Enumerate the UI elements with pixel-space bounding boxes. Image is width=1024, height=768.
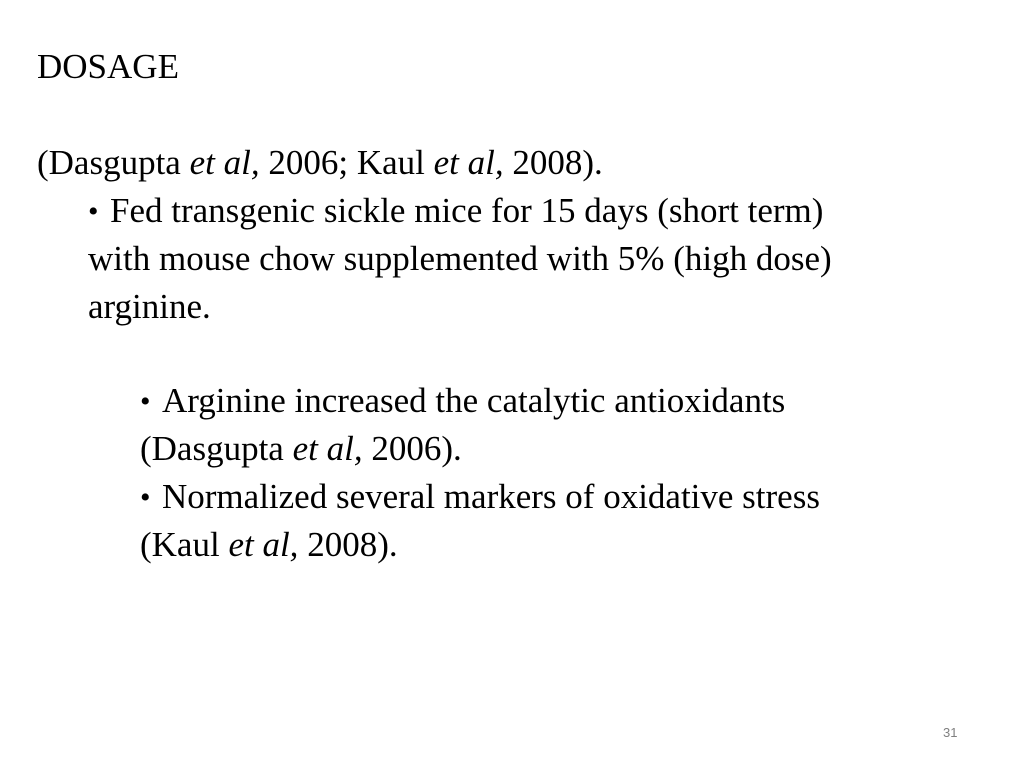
bullet-icon: •	[140, 385, 151, 418]
bullet-icon: •	[88, 195, 99, 228]
bullet-icon: •	[140, 481, 151, 514]
point3-ref	[140, 527, 398, 562]
citation-close: 2008).	[503, 143, 603, 182]
point1-line2: with mouse chow supplemented with 5% (high dose)	[88, 239, 832, 278]
point3-line1: Normalized several markers of oxidative stress	[162, 477, 820, 516]
citation-line	[37, 145, 603, 180]
point3-ref-open: (Kaul	[140, 525, 229, 564]
point1-line1: Fed transgenic sickle mice for 15 days (short term)	[110, 191, 824, 230]
point2-ref-etal: et al,	[292, 429, 363, 468]
point2-ref-close: 2006).	[362, 429, 462, 468]
point3-ref-etal: et al,	[228, 525, 299, 564]
citation-etal-1: et al,	[189, 143, 260, 182]
point2-ref	[140, 431, 462, 466]
citation-mid: 2006; Kaul	[259, 143, 434, 182]
point1-line3: arginine.	[88, 287, 211, 326]
citation-open: (Dasgupta	[37, 143, 190, 182]
point2-ref-open: (Dasgupta	[140, 429, 293, 468]
point2-line1: Arginine increased the catalytic antioxidants	[162, 381, 786, 420]
citation-etal-2: et al,	[433, 143, 504, 182]
page-number: 31	[943, 725, 958, 740]
slide-heading: DOSAGE	[37, 47, 179, 86]
point3-ref-close: 2008).	[298, 525, 398, 564]
